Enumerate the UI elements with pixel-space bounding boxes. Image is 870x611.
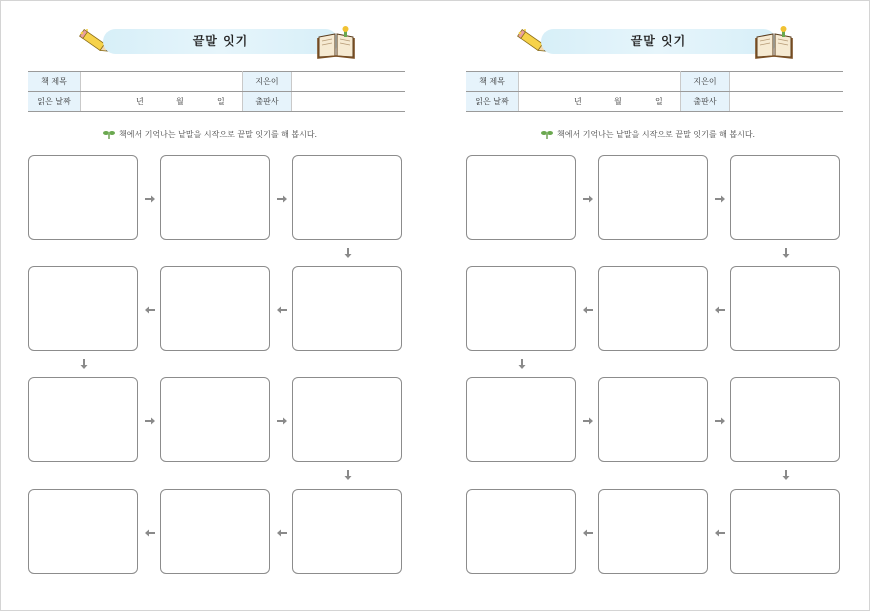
author-label: 지은이 [243,72,292,92]
word-box[interactable] [466,489,576,574]
read-date-field[interactable] [519,92,681,112]
arrow-down-icon [516,358,528,370]
word-box[interactable] [466,266,576,351]
instruction-label: 책에서 기억나는 낱말을 시작으로 끝말 잇기를 해 봅시다. [557,130,756,139]
word-box[interactable] [292,489,402,574]
word-box[interactable] [292,155,402,240]
arrow-left-icon [582,527,594,539]
book-info-table [466,71,843,112]
arrow-right-icon [276,415,288,427]
word-box[interactable] [730,266,840,351]
book-title-label: 책 제목 [466,72,519,92]
day-unit: 일 [655,97,663,106]
author-label: 지은이 [681,72,730,92]
instruction-text [541,129,755,140]
arrow-down-icon [780,247,792,259]
author-field[interactable] [292,72,406,92]
arrow-right-icon [714,193,726,205]
read-date-label: 읽은 날짜 [466,92,519,112]
book-title-field[interactable] [81,72,243,92]
publisher-field[interactable] [292,92,406,112]
book-title-label: 책 제목 [28,72,81,92]
book-title-field[interactable] [519,72,681,92]
word-box[interactable] [598,155,708,240]
author-field[interactable] [730,72,844,92]
word-box[interactable] [730,489,840,574]
word-box[interactable] [28,377,138,462]
year-unit: 년 [136,97,144,106]
arrow-left-icon [714,304,726,316]
word-box[interactable] [160,155,270,240]
arrow-left-icon [276,304,288,316]
publisher-label: 출판사 [681,92,730,112]
word-box[interactable] [730,377,840,462]
read-date-field[interactable] [81,92,243,112]
day-unit: 일 [217,97,225,106]
sprout-icon [103,130,115,139]
page-title: 끝말 잇기 [541,29,776,54]
arrow-right-icon [144,415,156,427]
arrow-right-icon [714,415,726,427]
word-box[interactable] [598,489,708,574]
read-date-label: 읽은 날짜 [28,92,81,112]
arrow-down-icon [342,247,354,259]
publisher-field[interactable] [730,92,844,112]
arrow-left-icon [714,527,726,539]
arrow-left-icon [144,527,156,539]
word-box[interactable] [292,266,402,351]
word-box[interactable] [730,155,840,240]
word-box[interactable] [28,489,138,574]
word-box[interactable] [466,155,576,240]
arrow-right-icon [144,193,156,205]
arrow-down-icon [342,469,354,481]
instruction-label: 책에서 기억나는 낱말을 시작으로 끝말 잇기를 해 봅시다. [119,130,318,139]
arrow-down-icon [780,469,792,481]
page-title: 끝말 잇기 [103,29,338,54]
arrow-left-icon [144,304,156,316]
word-box[interactable] [598,266,708,351]
sprout-icon [541,130,553,139]
month-unit: 월 [614,97,622,106]
word-box[interactable] [598,377,708,462]
arrow-down-icon [78,358,90,370]
book-icon [754,25,794,59]
year-unit: 년 [574,97,582,106]
book-icon [316,25,356,59]
word-box[interactable] [160,489,270,574]
book-info-table [28,71,405,112]
arrow-right-icon [276,193,288,205]
arrow-right-icon [582,415,594,427]
arrow-right-icon [582,193,594,205]
word-box[interactable] [160,377,270,462]
word-box[interactable] [160,266,270,351]
word-box[interactable] [466,377,576,462]
word-box[interactable] [292,377,402,462]
month-unit: 월 [176,97,184,106]
arrow-left-icon [582,304,594,316]
arrow-left-icon [276,527,288,539]
word-box[interactable] [28,266,138,351]
publisher-label: 출판사 [243,92,292,112]
instruction-text [103,129,317,140]
word-box[interactable] [28,155,138,240]
worksheet-page-right [438,0,870,611]
